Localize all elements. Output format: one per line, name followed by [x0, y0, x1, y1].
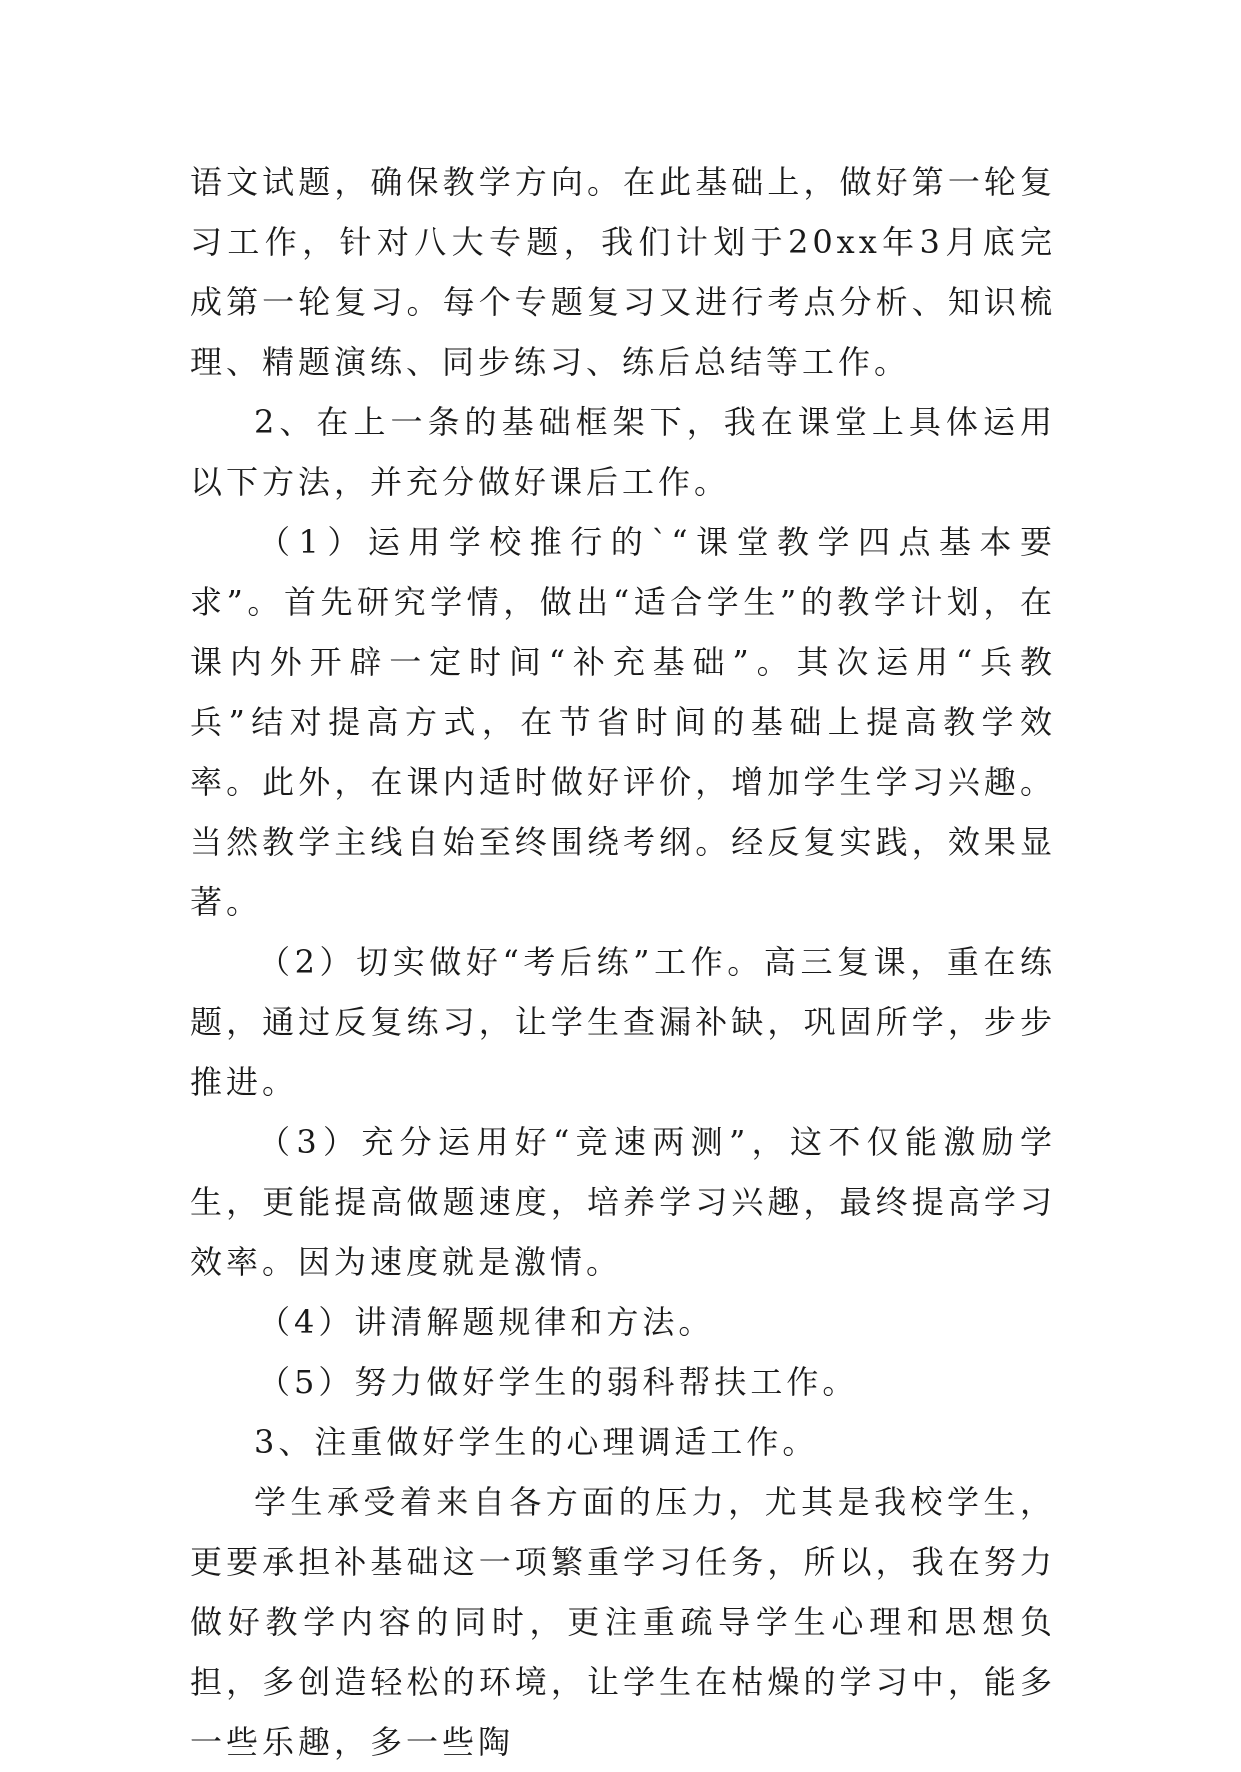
- paragraph-item-4: （4）讲清解题规律和方法。: [258, 1303, 715, 1341]
- paragraph-item-1: （1）运用学校推行的`“课堂教学四点基本要求”。首先研究学情，做出“适合学生”的教学计划，在课内外开辟一定时间“补充基础”。其次运用“兵教兵”结对提高方式，在节省时间的基础上提高教学效率。此外，在课内适时做好评价，增加学生学习兴趣。当然教学主线自始至终围绕考纲。经反复实践，效果显著。: [190, 523, 1056, 921]
- paragraph-point-2: 2、在上一条的基础框架下，我在课堂上具体运用以下方法，并充分做好课后工作。: [190, 403, 1056, 501]
- paragraph-item-5: （5）努力做好学生的弱科帮扶工作。: [258, 1363, 859, 1401]
- paragraph-continued: 语文试题，确保教学方向。在此基础上，做好第一轮复习工作，针对八大专题，我们计划于20xx年3月底完成第一轮复习。每个专题复习又进行考点分析、知识梳理、精题演练、同步练习、练后总结等工作。: [190, 163, 1056, 381]
- document-body: [190, 152, 1056, 1772]
- paragraph-psychology: 学生承受着来自各方面的压力，尤其是我校学生，更要承担补基础这一项繁重学习任务，所以，我在努力做好教学内容的同时，更注重疏导学生心理和思想负担，多创造轻松的环境，让学生在枯燥的学习中，能多一些乐趣，多一些陶: [190, 1483, 1056, 1761]
- paragraph-item-3: （3）充分运用好“竞速两测”，这不仅能激励学生，更能提高做题速度，培养学习兴趣，最终提高学习效率。因为速度就是激情。: [190, 1123, 1056, 1281]
- paragraph-point-3: 3、注重做好学生的心理调适工作。: [254, 1423, 819, 1461]
- paragraph-item-2: （2）切实做好“考后练”工作。高三复课，重在练题，通过反复练习，让学生查漏补缺，巩固所学，步步推进。: [190, 943, 1056, 1101]
